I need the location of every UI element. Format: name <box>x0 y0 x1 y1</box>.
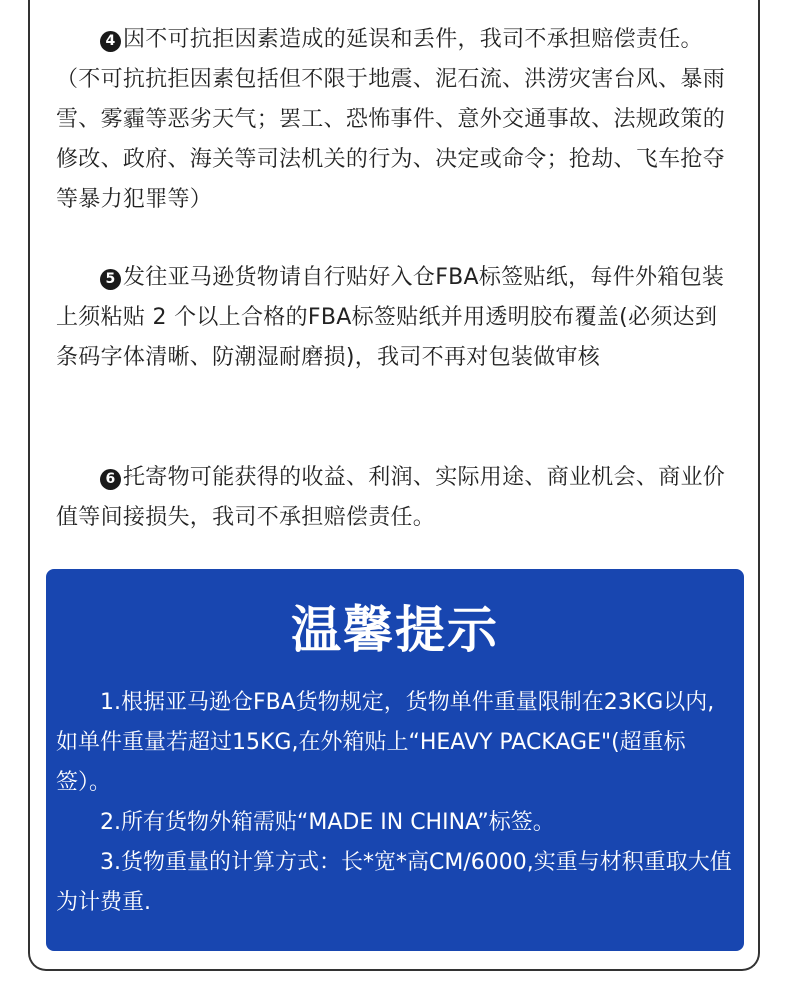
clause-4 <box>56 20 734 220</box>
tip-item-2: 2.所有货物外箱需贴“MADE IN CHINA”标签。 <box>100 810 555 835</box>
tips-list <box>56 683 736 923</box>
circled-number-4-icon: 4 <box>100 31 121 52</box>
clause-5 <box>56 258 734 378</box>
tip-item-1: 1.根据亚马逊仓FBA货物规定，货物单件重量限制在23KG以内,如单件重量若超过15KG,在外箱贴上“HEAVY PACKAGE"(超重标签）。 <box>56 690 715 795</box>
clause-5-text: 发往亚马逊货物请自行贴好入仓FBA标签贴纸，每件外箱包装上须粘贴 2 个以上合格的FBA标签贴纸并用透明胶布覆盖(必须达到条码字体清晰、防潮湿耐磨损)，我司不再对包装做审核 <box>56 265 725 370</box>
tips-title: 温馨提示 <box>291 601 499 659</box>
clause-6 <box>56 458 734 538</box>
clause-6-text: 托寄物可能获得的收益、利润、实际用途、商业机会、商业价值等间接损失，我司不承担赔偿责任。 <box>56 465 726 530</box>
circled-number-6-icon: 6 <box>100 469 121 490</box>
circled-number-5-icon: 5 <box>100 269 121 290</box>
tips-box <box>46 569 744 951</box>
clause-4-text: 因不可抗拒因素造成的延误和丢件，我司不承担赔偿责任。（不可抗抗拒因素包括但不限于地震、泥石流、洪涝灾害台风、暴雨雪、雾霾等恶劣天气；罢工、恐怖事件、意外交通事故、法规政策的修改、政府、海关等司法机关的行为、决定或命令；抢劫、飞车抢夺等暴力犯罪等） <box>56 27 726 212</box>
tip-item-3: 3.货物重量的计算方式：长*宽*高CM/6000,实重与材积重取大值为计费重. <box>56 850 732 915</box>
